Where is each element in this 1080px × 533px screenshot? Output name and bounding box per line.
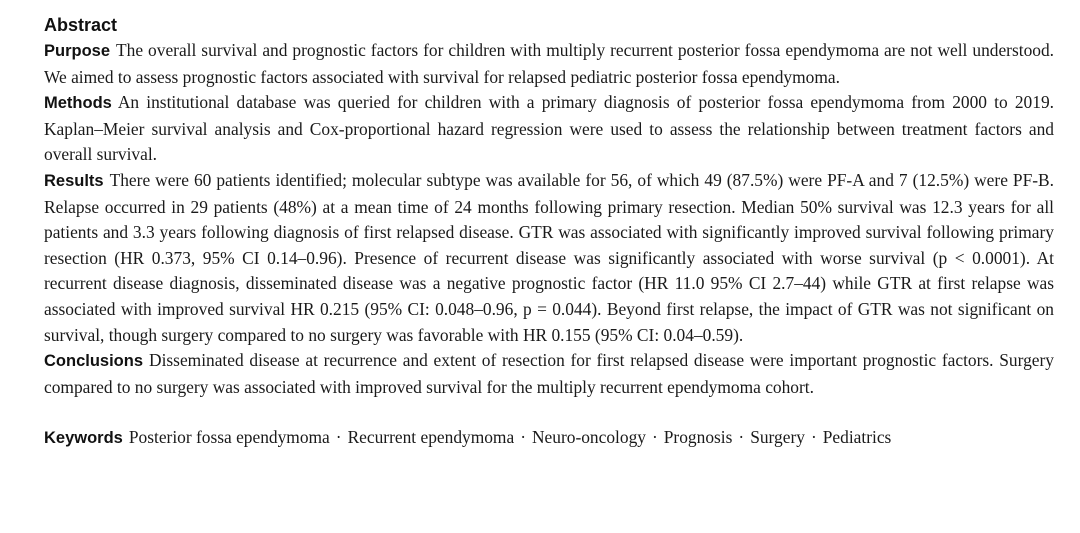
conclusions-paragraph xyxy=(44,348,1054,400)
keyword-item: Posterior fossa ependymoma xyxy=(128,427,330,448)
results-label: Results xyxy=(44,171,104,190)
keyword-item: Neuro-oncology xyxy=(531,427,646,448)
keywords-list xyxy=(129,427,891,447)
keyword-item: Pediatrics xyxy=(822,427,892,448)
methods-text: An institutional database was queried for children with a primary diagnosis of posterior fossa ependymoma from 2000 to 2019. Kaplan–Meier survival analysis and Cox-proportional hazard regression were used to assess the relationship between treatment factors and overall survival. xyxy=(44,92,1054,165)
keyword-separator: · xyxy=(520,427,526,448)
results-text: There were 60 patients identified; molecular subtype was available for 56, of which 49 (87.5%) were PF-A and 7 (12.5%) were PF-B. Relapse occurred in 29 patients (48%) at a mean time of 24 months following primary resection. Median 50% survival was 12.3 years for all patients and 3.3 years following diagnosis of first relapsed disease. GTR was associated with significantly improved survival following primary resection (HR 0.373, 95% CI 0.14–0.96). Presence of recurrent disease was significantly associated with worse survival (p < 0.0001). At recurrent disease diagnosis, disseminated disease was a negative prognostic factor (HR 11.0 95% CI 2.7–44) while GTR at first relapse was associated with improved survival HR 0.215 (95% CI: 0.048–0.96, p = 0.044). Beyond first relapse, the impact of GTR was not significant on survival, though surgery compared to no surgery was favorable with HR 0.155 (95% CI: 0.04–0.59). xyxy=(44,169,1054,345)
keyword-item: Surgery xyxy=(750,427,805,448)
purpose-paragraph xyxy=(44,38,1054,90)
results-paragraph xyxy=(44,168,1054,348)
keyword-separator: · xyxy=(738,427,745,448)
conclusions-label: Conclusions xyxy=(44,352,144,371)
purpose-text: The overall survival and prognostic factors for children with multiply recurrent posterior fossa ependymoma are not well understood. We aimed to assess prognostic factors associated with survival for relapsed pediatric posterior fossa ependymoma. xyxy=(44,40,1054,87)
purpose-label: Purpose xyxy=(44,42,111,60)
keyword-separator: · xyxy=(335,427,342,448)
conclusions-text: Disseminated disease at recurrence and extent of resection for first relapsed disease were important prognostic factors. Surgery compared to no surgery was associated with improved survival for the multiply recurrent ependymoma cohort. xyxy=(44,350,1054,397)
keyword-separator: · xyxy=(810,427,817,448)
methods-label: Methods xyxy=(44,94,112,113)
keyword-item: Recurrent ependymoma xyxy=(347,427,515,448)
keywords-line xyxy=(44,425,1054,452)
keyword-separator: · xyxy=(651,427,658,448)
keyword-item: Prognosis xyxy=(663,427,733,448)
methods-paragraph xyxy=(44,90,1054,168)
abstract-section xyxy=(44,12,1054,452)
abstract-heading: Abstract xyxy=(44,15,118,35)
keywords-label: Keywords xyxy=(44,429,123,448)
